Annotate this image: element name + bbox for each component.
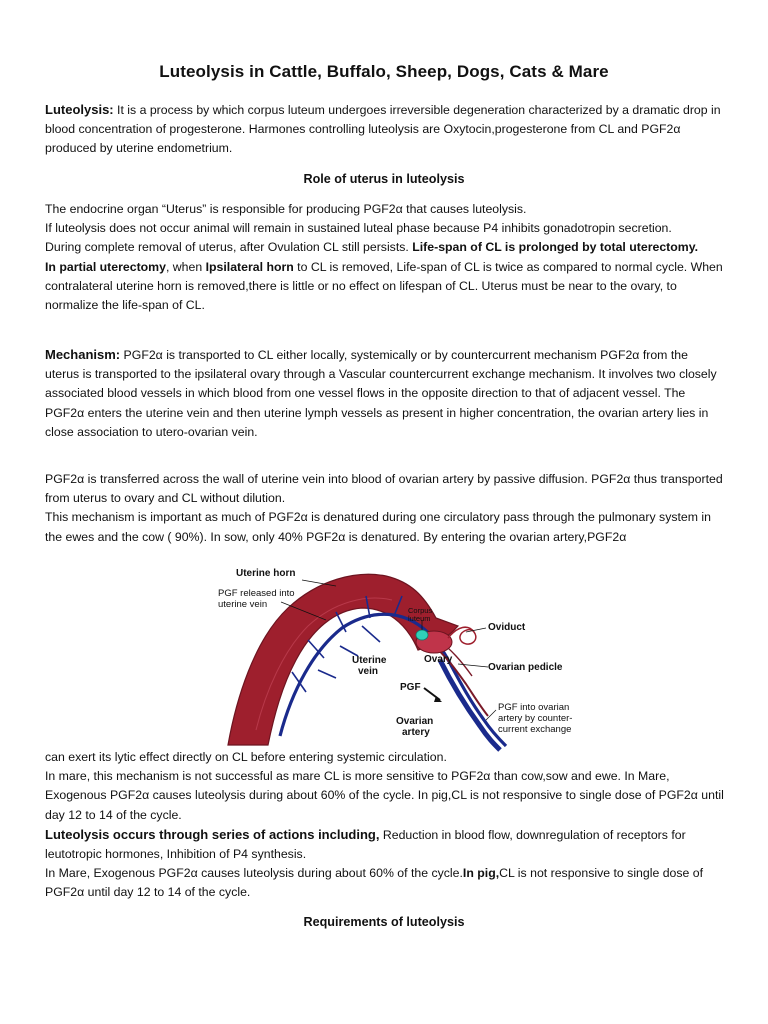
intro-lead: Luteolysis: xyxy=(45,102,114,117)
page-title: Luteolysis in Cattle, Buffalo, Sheep, Dogs, Cats & Mare xyxy=(159,62,609,81)
corpus-luteum-shape xyxy=(416,630,428,640)
mechanism-lead: Mechanism: xyxy=(45,347,121,362)
role-heading: Role of uterus in luteolysis xyxy=(303,172,465,186)
after-p1: can exert its lytic effect directly on CL before entering systemic circulation. xyxy=(45,750,447,764)
role-p3 xyxy=(45,238,725,257)
label-corpus-2: luteum xyxy=(408,614,431,623)
label-uterine-vein-1: Uterine xyxy=(352,655,387,666)
after-p4-lead: In Mare, xyxy=(45,866,91,881)
label-pgf-released-2: uterine vein xyxy=(218,599,268,610)
label-pgf-into-1: PGF into ovarian xyxy=(498,702,570,713)
label-ovarian-artery-1: Ovarian xyxy=(396,716,434,727)
role-p4-bold2: Ipsilateral horn xyxy=(205,259,294,274)
role-p4-text1: , when xyxy=(165,259,206,274)
label-pgf-into-2: artery by counter- xyxy=(498,713,573,724)
role-p4 xyxy=(45,258,725,316)
after-p4-text1: Exogenous PGF2α causes luteolysis during about 60% of the cycle. xyxy=(90,866,463,881)
transfer-p2: This mechanism is important as much of PGF2α is denatured during one circulatory pass through the pulmonary system in the ewes and the cow ( 90%). In sow, only 40% PGF2α is denatured. By entering the ovarian artery,PGF2α xyxy=(45,510,711,544)
intro-text: It is a process by which corpus luteum undergoes irreversible degeneration characterized by a dramatic drop in blood concentration of progesterone. Harmones controlling luteolysis are Oxytocin,progesterone from CL and PGF2α produced by uterine endometrium. xyxy=(45,103,721,156)
transfer-section xyxy=(45,470,725,547)
after-p2: In mare, this mechanism is not successful as mare CL is more sensitive to PGF2α than cow,sow and ewe. In Mare, Exogenous PGF2α causes luteolysis during about 60% of the cycle. In pig,CL is not responsive to single dose of PGF2α until day 12 to 14 of the cycle. xyxy=(45,769,724,822)
label-pgf-released-1: PGF released into xyxy=(218,588,295,599)
intro-paragraph xyxy=(45,100,725,159)
label-oviduct: Oviduct xyxy=(488,622,526,633)
after-p3-text: Reduction in blood flow, downregulation of receptors for leutotropic hormones, Inhibition of P4 synthesis. xyxy=(45,827,686,862)
transfer-p1: PGF2α is transferred across the wall of uterine vein into blood of ovarian artery by passive diffusion. PGF2α thus transported from uterus to ovary and CL without dilution. xyxy=(45,472,723,506)
label-pgf: PGF xyxy=(400,682,421,693)
role-p1: The endocrine organ “Uterus” is responsible for producing PGF2α that causes luteolysis. xyxy=(45,202,527,216)
label-ovary: Ovary xyxy=(424,654,453,665)
after-p3-lead: Luteolysis occurs through series of actions including, xyxy=(45,826,380,842)
role-p4-bold1: In partial uterectomy xyxy=(45,259,166,274)
mechanism-paragraph xyxy=(45,345,725,442)
requirements-heading: Requirements of luteolysis xyxy=(303,915,465,929)
role-p3-bold: Life-span of CL is prolonged by total uterectomy. xyxy=(412,240,699,255)
mechanism-text: PGF2α is transported to CL either locally, systemically or by countercurrent mechanism PGF2α from the uterus is transported to the ipsilateral ovary through a Vascular countercurrent exchange mechanism. It involves two closely associated blood vessels in which blood from one vessel flows in the opposite direction to that of adjacent vessel. The PGF2α enters the uterine vein and then uterine lymph vessels as present in higher concentration, the ovarian artery lies in close association to utero-ovarian vein. xyxy=(45,348,717,439)
label-uterine-horn: Uterine horn xyxy=(236,568,296,579)
after-p4 xyxy=(45,864,725,902)
label-corpus-1: Corpus xyxy=(408,606,433,615)
label-ovarian-artery-2: artery xyxy=(402,727,430,738)
countercurrent-diagram xyxy=(196,560,616,752)
role-section xyxy=(45,200,725,315)
label-ovarian-pedicle: Ovarian pedicle xyxy=(488,662,563,673)
after-p4-bold: In pig, xyxy=(462,866,500,881)
after-section xyxy=(45,748,725,903)
role-p3-text: During complete removal of uterus, after Ovulation CL still persists. xyxy=(45,240,413,255)
after-p3 xyxy=(45,825,725,864)
after-p4-text2: CL is not responsive to single dose of PGF2α until day 12 to 14 of the cycle. xyxy=(45,866,704,900)
label-uterine-vein-2: vein xyxy=(358,666,379,677)
role-p2: If luteolysis does not occur animal will remain in sustained luteal phase because P4 inhibits gonadotropin secretion. xyxy=(45,221,672,236)
label-pgf-into-3: current exchange xyxy=(498,724,572,735)
role-p4-text2: to CL is removed, Life-span of CL is twice as compared to normal cycle. When contralateral uterine horn is removed,there is little or no effect on lifespan of CL. Uterus must be near to the ovary, to normalize the life-span of CL. xyxy=(45,259,723,313)
